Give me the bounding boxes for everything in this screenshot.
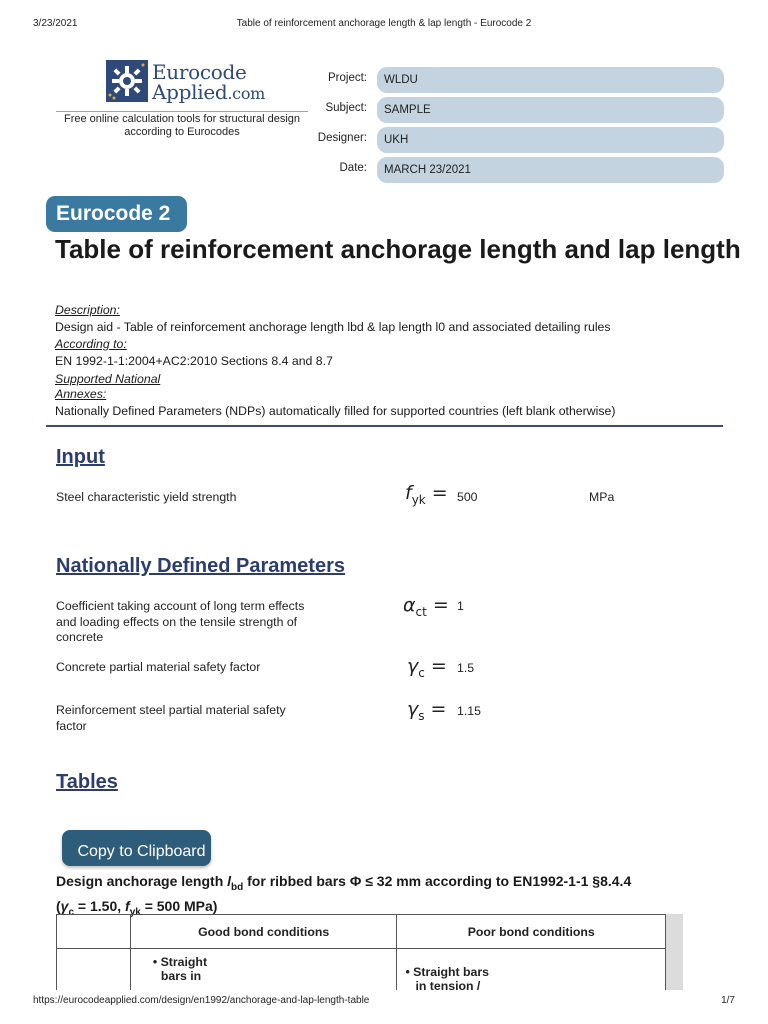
section-divider xyxy=(46,425,723,427)
fyk-symbol: $f_{yk}$ = xyxy=(405,482,448,507)
logo[interactable] xyxy=(106,60,296,106)
alpha-ct-value[interactable]: 1 xyxy=(457,599,464,613)
according-text: EN 1992-1-1:2004+AC2:2010 Sections 8.4 and 8.7 xyxy=(55,354,333,368)
tables-heading: Tables xyxy=(56,771,118,793)
table-header-poor-bond: Poor bond conditions xyxy=(397,915,666,949)
print-title: Table of reinforcement anchorage length & lap length - Eurocode 2 xyxy=(236,18,532,29)
print-url: https://eurocodeapplied.com/design/en1992/anchorage-and-lap-length-table xyxy=(33,995,370,1006)
subject-row xyxy=(300,97,724,123)
project-label: Project: xyxy=(328,72,367,84)
national-annex-label-2: Annexes: xyxy=(55,387,107,401)
table-cell-good-bond: • Straight bars in xyxy=(130,949,397,991)
date-row xyxy=(300,157,724,183)
gamma-c-label: Concrete partial material safety factor xyxy=(56,660,261,674)
date-label: Date: xyxy=(339,162,367,174)
logo-text-line2: Applied.com xyxy=(152,80,266,104)
fyk-unit: MPa xyxy=(589,490,615,504)
table-header-row xyxy=(57,915,666,949)
description-label: Description: xyxy=(55,303,120,317)
table-header-empty xyxy=(57,915,131,949)
gamma-s-symbol: $\gamma_s$ = xyxy=(407,698,447,723)
ndp-heading: Nationally Defined Parameters xyxy=(56,555,345,577)
table-row xyxy=(57,949,666,991)
gamma-s-value[interactable]: 1.15 xyxy=(457,704,481,718)
anchorage-table xyxy=(56,914,666,990)
table-caption: Design anchorage length $l_{bd}$ for ribbed bars Φ ≤ 32 mm according to EN1992-1-1 §8.4.4 ($\gamma_c = 1.50$, $f_{yk} = 500$ MPa) xyxy=(56,873,632,918)
national-annex-label-1: Supported National xyxy=(55,372,161,386)
according-label: According to: xyxy=(55,337,127,351)
eurocode-badge: Eurocode 2 xyxy=(46,196,187,232)
project-field[interactable]: WLDU xyxy=(377,67,724,93)
anchorage-table-container[interactable] xyxy=(56,914,683,990)
page-title: Table of reinforcement anchorage length and lap length xyxy=(55,234,741,264)
table-cell-poor-bond: • Straight bars in tension / xyxy=(397,949,666,991)
gamma-c-value[interactable]: 1.5 xyxy=(457,661,475,675)
tagline: Free online calculation tools for structural design according to Eurocodes xyxy=(63,113,300,138)
copy-to-clipboard-button[interactable]: Copy to Clipboard xyxy=(62,830,211,866)
alpha-ct-symbol: $\alpha_{ct}$ = xyxy=(403,594,449,619)
logo-text-line1: Eurocode xyxy=(152,60,247,84)
alpha-ct-label: Coefficient taking account of long term effects and loading effects on the tensile strength of concrete xyxy=(56,599,305,644)
gamma-c-symbol: $\gamma_c$ = xyxy=(407,655,447,680)
project-row xyxy=(300,67,724,93)
subject-label: Subject: xyxy=(325,102,367,114)
table-cell-row-label xyxy=(57,949,131,991)
gear-logo-icon xyxy=(106,60,148,102)
print-date: 3/23/2021 xyxy=(33,18,78,29)
description-text: Design aid - Table of reinforcement anchorage length lbd & lap length l0 and associated detailing rules xyxy=(55,320,611,334)
gamma-s-label: Reinforcement steel partial material safety factor xyxy=(56,703,286,733)
subject-field[interactable]: SAMPLE xyxy=(377,97,724,123)
table-scrollbar[interactable] xyxy=(666,914,683,990)
fyk-value[interactable]: 500 xyxy=(457,490,478,504)
national-annex-text: Nationally Defined Parameters (NDPs) automatically filled for supported countries (left blank otherwise) xyxy=(55,404,616,418)
designer-field[interactable]: UKH xyxy=(377,127,724,153)
designer-label: Designer: xyxy=(317,132,367,144)
input-heading: Input xyxy=(56,446,105,468)
fyk-label: Steel characteristic yield strength xyxy=(56,490,237,504)
date-field[interactable]: MARCH 23/2021 xyxy=(377,157,724,183)
print-page-number: 1/7 xyxy=(721,995,735,1006)
designer-row xyxy=(300,127,724,153)
logo-divider xyxy=(56,111,308,112)
table-header-good-bond: Good bond conditions xyxy=(130,915,397,949)
